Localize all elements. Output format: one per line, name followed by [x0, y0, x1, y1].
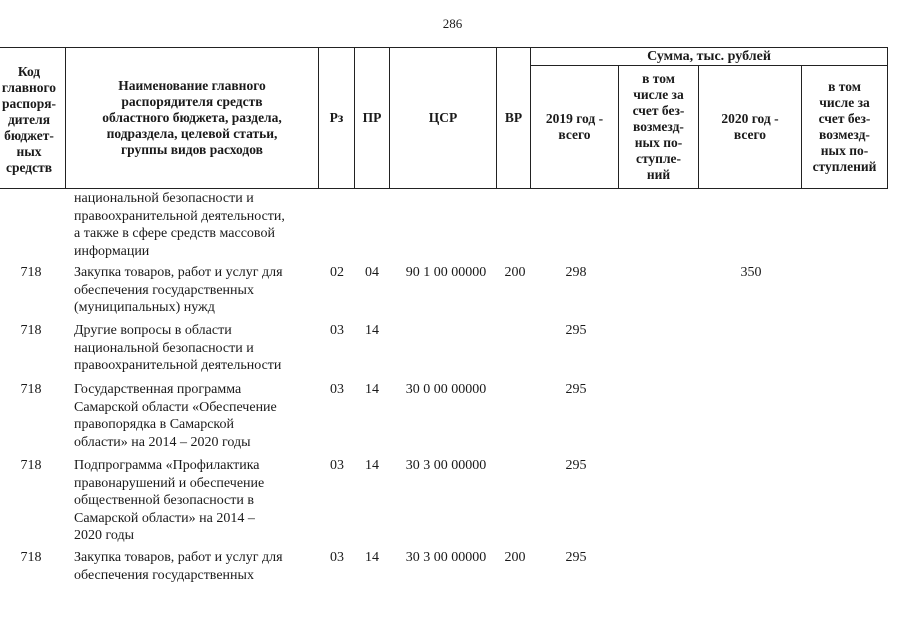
row-rz: 03	[330, 382, 344, 397]
row-kod: 718	[20, 382, 42, 397]
row-pr: 04	[365, 265, 379, 280]
row-kod: 718	[20, 550, 42, 565]
row-rz: 02	[330, 265, 344, 280]
row-kod: 718	[20, 265, 42, 280]
row-csr: 30 0 00 00000	[405, 382, 487, 397]
header-bezv-2020: в том числе за счет без- возмезд- ных по- ступлений	[812, 79, 877, 174]
row-name: национальной безопасности и правоохранительной деятельности, а также в сфере средств массовой информации	[74, 191, 285, 259]
row-rz: 03	[330, 458, 344, 473]
header-vr: ВР	[504, 110, 523, 125]
row-kod: 718	[20, 458, 42, 473]
row-sum-2019: 295	[565, 323, 587, 338]
header-rz: Рз	[329, 110, 344, 125]
row-sum-2019: 295	[565, 550, 587, 565]
row-csr: 90 1 00 00000	[405, 265, 487, 280]
row-pr: 14	[365, 323, 379, 338]
header-sum-2019: 2019 год - всего	[545, 111, 604, 142]
header-bottom-border	[0, 188, 888, 189]
row-name: Закупка товаров, работ и услуг для обеспечения государственных (муниципальных) нужд	[74, 265, 283, 315]
row-pr: 14	[365, 458, 379, 473]
row-sum-2019: 298	[565, 265, 587, 280]
row-name: Закупка товаров, работ и услуг для обеспечения государственных	[74, 550, 283, 583]
header-sum-2020: 2020 год - всего	[721, 111, 779, 142]
header-name: Наименование главного распорядителя средств областного бюджета, раздела, подраздела, целевой статьи, группы видов расходов	[102, 78, 282, 157]
row-vr: 200	[504, 265, 526, 280]
page-number: 286	[442, 16, 463, 31]
row-kod: 718	[20, 323, 42, 338]
row-csr: 30 3 00 00000	[405, 458, 487, 473]
row-pr: 14	[365, 550, 379, 565]
row-rz: 03	[330, 550, 344, 565]
row-sum-2019: 295	[565, 382, 587, 397]
row-name: Подпрограмма «Профилактика правонарушений и обеспечение общественной безопасности в Самарской области» на 2014 – 2020 годы	[74, 458, 265, 543]
header-csr: ЦСР	[428, 110, 458, 125]
header-bezv-2019: в том числе за счет без- возмезд- ных по- ступле- ний	[632, 71, 685, 182]
row-pr: 14	[365, 382, 379, 397]
row-sum-2019: 295	[565, 458, 587, 473]
row-rz: 03	[330, 323, 344, 338]
row-csr: 30 3 00 00000	[405, 550, 487, 565]
header-right-border	[887, 47, 888, 188]
header-sum-group: Сумма, тыс. рублей	[647, 48, 771, 64]
row-sum-2020: 350	[740, 265, 762, 280]
row-vr: 200	[504, 550, 526, 565]
header-kod: Код главного распоря- дителя бюджет- ных средств	[1, 64, 57, 175]
row-name: Другие вопросы в области национальной безопасности и правоохранительной деятельности	[74, 323, 282, 373]
header-pr: ПР	[362, 110, 382, 125]
row-name: Государственная программа Самарской области «Обеспечение правопорядка в Самарской области» на 2014 – 2020 годы	[74, 382, 277, 450]
